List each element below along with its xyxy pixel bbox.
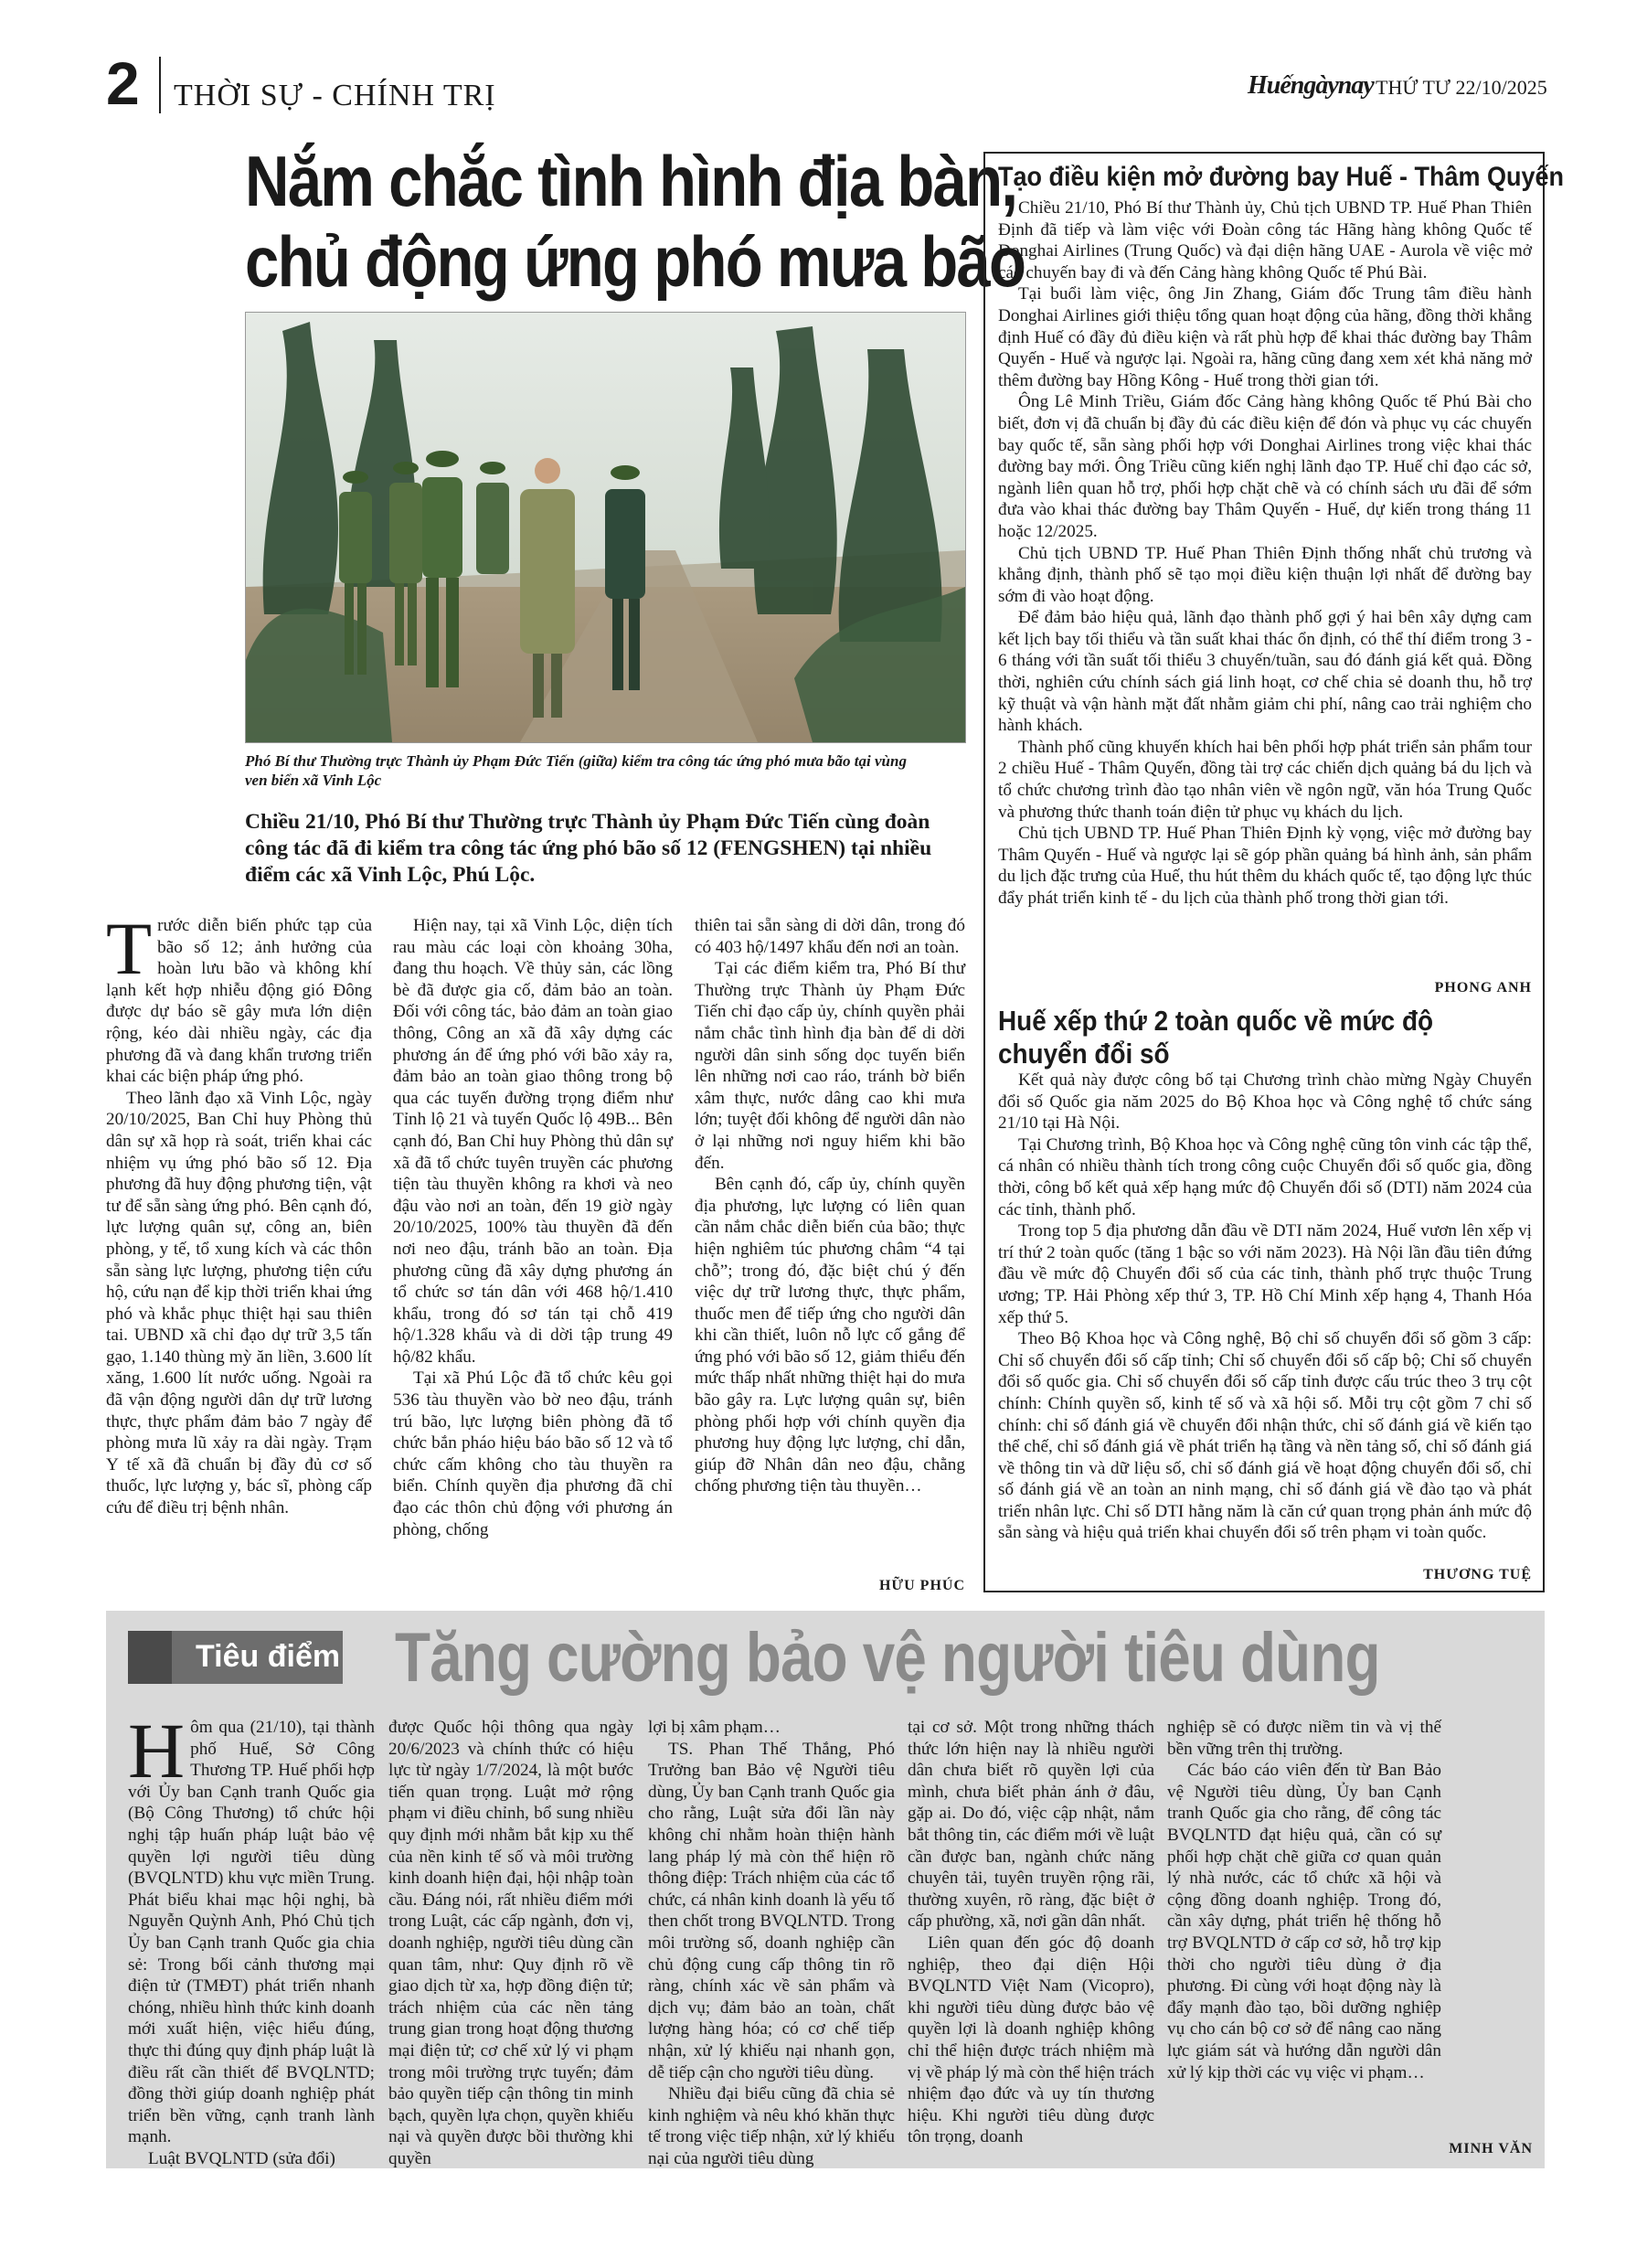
lead-photo — [245, 312, 966, 743]
bottom-column-5 — [1167, 1717, 1441, 2083]
lead-headline-line2: chủ động ứng phó mưa bão — [245, 221, 1025, 302]
bottom-paragraph: Hôm qua (21/10), tại thành phố Huế, Sở Công Thương TP. Huế phối hợp với Ủy ban Cạnh tranh Quốc gia (Bộ Công Thương) tổ chức hội nghị tập huấn pháp luật bảo vệ quyền lợi người tiêu dùng (BVQLNTD) khu vực miền Trung. Phát biểu khai mạc hội nghị, bà Nguyễn Quỳnh Anh, Phó Chủ tịch Ủy ban Cạnh tranh Quốc gia chia sẻ: Trong bối cảnh thương mại điện tử (TMĐT) phát triển nhanh chóng, nhiều hình thức kinh doanh mới xuất hiện, việc hiểu đúng, thực thi đúng quy định pháp luật là điều rất cần thiết để BVQLNTD; đồng thời giúp doanh nghiệp phát triển bền vững, cạnh tranh lành mạnh. — [128, 1707, 375, 2147]
lead-paragraph: Tại các điểm kiểm tra, Phó Bí thư Thường trực Thành ủy Phạm Đức Tiến chỉ đạo cấp ủy, chính quyền phải nắm chắc tình hình địa bàn để di dời người dân sinh sống dọc tuyến biển lên những nơi cao ráo, tránh bờ biển xâm thực, nước dâng cao khi mưa lớn; tuyệt đối không để người dân nào ở lại những nơi nguy hiểm khi bão đến. — [695, 959, 965, 1173]
page-number: 2 — [106, 49, 140, 117]
lead-paragraph: Trước diễn biến phức tạp của bão số 12; ảnh hưởng của hoàn lưu bão và không khí lạnh kết hợp nhiễu động gió Đông được dự báo sẽ gây mưa lớn diện rộng, kéo dài nhiều ngày, các địa phương đã và đang khẩn trương triển khai các biện pháp ứng phó. — [106, 907, 372, 1087]
side-story-1-paragraph: Ông Lê Minh Triều, Giám đốc Cảng hàng không Quốc tế Phú Bài cho biết, đơn vị đã chuẩn bị đầy đủ các điều kiện để đón và phục vụ các chuyến bay quốc tế, sẵn sàng phối hợp với Donghai Airlines trong việc khai thác đường bay mới. Ông Triều cũng kiến nghị lãnh đạo TP. Huế chỉ đạo các sở, ngành liên quan hỗ trợ, phối hợp chặt chẽ và có chính sách ưu đãi để sớm đưa vào khai thác đường bay Thâm Quyến - Huế, dự kiến trong tháng 11 hoặc 12/2025. — [998, 392, 1532, 541]
drop-cap: H — [128, 1707, 186, 1794]
kicker-label: Tiêu điểm — [196, 1639, 341, 1674]
bottom-paragraph: TS. Phan Thế Thắng, Phó Trưởng ban Bảo vệ Người tiêu dùng, Ủy ban Cạnh tranh Quốc gia cho rằng, Luật sửa đổi lần này không chỉ nhằm hoàn thiện hành lang pháp lý mà còn thể hiện rõ thông điệp: Trách nhiệm của các tổ chức, cá nhân kinh doanh là yếu tố then chốt trong BVQLNTD. Trong môi trường số, doanh nghiệp cần chủ động cung cấp thông tin rõ ràng, chính xác về sản phẩm và dịch vụ; đảm bảo an toàn, chất lượng hàng hóa; có cơ chế tiếp nhận, xử lý khiếu nại nhanh gọn, dễ tiếp cận cho người tiêu dùng. — [648, 1739, 895, 2082]
bottom-paragraph: Liên quan đến góc độ doanh nghiệp, theo đại diện Hội BVQLNTD Việt Nam (Vicopro), khi người tiêu dùng được bảo vệ quyền lợi là doanh nghiệp không chỉ thể hiện được trách nhiệm mà vị về pháp lý mà còn thể hiện trách nhiệm đạo đức và uy tín thương hiệu. Khi người tiêu dùng được tôn trọng, doanh — [908, 1933, 1154, 2147]
side-story-1-body — [998, 197, 1532, 910]
lead-paragraph: Bên cạnh đó, cấp ủy, chính quyền địa phương, lực lượng có liên quan cần nắm chắc diễn biến của bão; thực hiện nghiêm túc phương châm “4 tại chỗ”; trong đó, đặc biệt chú ý đến việc dự trữ lương thực, thực phẩm, thuốc men để tiếp ứng cho người dân khi cần thiết, luôn nỗ lực cố gắng để ứng phó với bão số 12, giảm thiểu đến mức thấp nhất những thiệt hại do mưa bão gây ra. Lực lượng quân sự, biên phòng phối hợp với chính quyền địa phương huy động lực lượng, chỉ dẫn, giúp đỡ Nhân dân neo đậu, chằng chống phương tiện tàu thuyền… — [695, 1175, 965, 1496]
issue-date: THỨ TƯ 22/10/2025 — [1376, 76, 1547, 99]
lead-column-2 — [393, 915, 673, 1540]
bottom-column-4 — [908, 1717, 1154, 2148]
lead-photo-illustration — [246, 313, 965, 742]
kicker-accent — [128, 1631, 172, 1684]
bottom-paragraph: Nhiều đại biểu cũng đã chia sẻ kinh nghiệm và nêu khó khăn thực tế trong việc tiếp nhận, xử lý khiếu nại của người tiêu dùng — [648, 2084, 895, 2168]
bottom-column-2 — [388, 1717, 633, 2169]
side-story-2-paragraph: Kết quả này được công bố tại Chương trình chào mừng Ngày Chuyển đổi số Quốc gia năm 2025 do Bộ Khoa học và Công nghệ tổ chức sáng 21/10 tại Hà Nội. — [998, 1070, 1532, 1134]
bottom-paragraph: Luật BVQLNTD (sửa đổi) — [148, 2148, 335, 2168]
lead-paragraph: Theo lãnh đạo xã Vinh Lộc, ngày 20/10/2025, Ban Chỉ huy Phòng thủ dân sự xã họp rà soát, triển khai các nhiệm vụ ứng phó bão số 12. Địa phương đã huy động phương tiện, vật tư để sẵn sàng ứng phó. Bên cạnh đó, lực lượng quân sự, công an, biên phòng, y tế, tổ xung kích và các thôn sẵn sàng lực lượng, phương tiện cứu hộ, cứu nạn để kịp thời triển khai ứng phó và khắc phục thiệt hại sau thiên tai. UBND xã chỉ đạo dự trữ 3,5 tấn gạo, 1.140 thùng mỳ ăn liền, 3.600 lít xăng, 1.600 lít nước uống. Ngoài ra đã vận động người dân dự trữ lương thực, thực phẩm đảm bảo 7 ngày để phòng mưa lũ xảy ra dài ngày. Trạm Y tế xã đã chuẩn bị đầy đủ cơ số thuốc, lực lượng y, bác sĩ, phòng cấp cứu để điều trị bệnh nhân. — [106, 1088, 372, 1518]
side-story-2-byline: THƯƠNG TUỆ — [1423, 1567, 1532, 1582]
lead-column-3 — [695, 915, 965, 1497]
side-story-1-paragraph: Chủ tịch UBND TP. Huế Phan Thiên Định kỳ vọng, việc mở đường bay Thâm Quyến - Huế và ngược lại sẽ góp phần quảng bá hình ảnh, sản phẩm du lịch đặc trưng của Huế, thu hút thêm du khách quốc tế, tạo động lực thúc đẩy phát triển kinh tế - du lịch của thành phố trong thời gian tới. — [998, 824, 1532, 908]
bottom-column-3 — [648, 1717, 895, 2169]
bottom-paragraph: được Quốc hội thông qua ngày 20/6/2023 và chính thức có hiệu lực từ ngày 1/7/2024, là một bước tiến quan trọng. Luật mở rộng phạm vi điều chỉnh, bổ sung nhiều quy định mới nhằm bắt kịp xu thế của nền kinh tế số và môi trường kinh doanh hiện đại, hội nhập toàn cầu. Đáng nói, rất nhiều điểm mới trong Luật, các cấp ngành, đơn vị, doanh nghiệp, người tiêu dùng cần quan tâm, như: Quy định rõ về giao dịch từ xa, hợp đồng điện tử; trách nhiệm của các nền tảng trung gian trong hoạt động thương mại điện tử; cơ chế xử lý vi phạm trong môi trường trực tuyến; đảm bảo quyền tiếp cận thông tin minh bạch, quyền lựa chọn, quyền khiếu nại và quyền được bồi thường khi quyền — [388, 1718, 633, 2168]
bottom-byline: MINH VĂN — [1449, 2141, 1533, 2156]
lead-headline-line1: Nắm chắc tình hình địa bàn, — [245, 141, 1017, 221]
lead-paragraph: thiên tai sẵn sàng di dời dân, trong đó có 403 hộ/1497 khẩu đến nơi an toàn. — [695, 916, 965, 957]
lead-column-1 — [106, 907, 372, 1519]
header-divider — [159, 57, 161, 113]
side-story-2-paragraph: Tại Chương trình, Bộ Khoa học và Công nghệ cũng tôn vinh các tập thể, cá nhân có nhiều thành tích trong công cuộc Chuyển đổi số quốc gia, đồng thời, công bố kết quả xếp hạng mức độ Chuyển đổi số (DTI) năm 2024 của các tỉnh, thành phố. — [998, 1134, 1532, 1219]
side-story-1-byline: PHONG ANH — [1434, 980, 1532, 996]
bottom-paragraph: tại cơ sở. Một trong những thách thức lớn hiện nay là nhiều người dân chưa biết rõ quyền lợi của mình, chưa biết phản ánh ở đâu, gặp ai. Do đó, việc cập nhật, nắm bắt thông tin, các điểm mới về luật cần được ban, ngành chức năng chuyên tải, tuyên truyền rộng rãi, thường xuyên, rõ ràng, đặc biệt ở cấp phường, xã, nơi gần dân nhất. — [908, 1718, 1154, 1932]
side-story-2-body — [998, 1070, 1532, 1544]
bottom-paragraph: nghiệp sẽ có được niềm tin và vị thế bền vững trên thị trường. — [1167, 1718, 1441, 1759]
section-title: THỜI SỰ - CHÍNH TRỊ — [174, 79, 496, 112]
side-story-1-headline: Tạo điều kiện mở đường bay Huế - Thâm Quyến — [998, 162, 1565, 192]
lead-sapo: Chiều 21/10, Phó Bí thư Thường trực Thành ủy Phạm Đức Tiến cùng đoàn công tác đã đi kiểm tra công tác ứng phó bão số 12 (FENGSHEN) tại nhiều điểm các xã Vinh Lộc, Phú Lộc. — [245, 810, 932, 887]
lead-paragraph: Hiện nay, tại xã Vinh Lộc, diện tích rau màu các loại còn khoảng 30ha, đang thu hoạch. Về thủy sản, các lồng bè đã được gia cố, đảm bảo an toàn. Đối với công tác, bảo đảm an toàn giao thông, Công an xã đã xây dựng các phương án để ứng phó với bão xảy ra, đảm bảo an toàn giao thông trong bộ qua các tuyến đường trọng điểm như Tỉnh lộ 21 và tuyến Quốc lộ 49B... Bên cạnh đó, Ban Chỉ huy Phòng thủ dân sự xã đã tổ chức tuyên truyền các phương tiện tàu thuyền không ra khơi và neo đậu vào nơi an toàn, đến 19 giờ ngày 20/10/2025, 100% tàu thuyền đã đến nơi neo đậu, tránh bão an toàn. Địa phương cũng đã xây dựng phương án tổ chức sơ tán dân với 468 hộ/1.410 khẩu, trong đó sơ tán tại chỗ 419 hộ/1.328 khẩu và di dời tập trung 49 hộ/82 khẩu. — [393, 916, 673, 1367]
side-story-2-headline-line1: Huế xếp thứ 2 toàn quốc về mức độ — [998, 1005, 1434, 1037]
bottom-paragraph: Các báo cáo viên đến từ Ban Bảo vệ Người tiêu dùng, Ủy ban Cạnh tranh Quốc gia cho rằng, để công tác BVQLNTD đạt hiệu quả, cần có sự phối hợp chặt chẽ giữa cơ quan quản lý nhà nước, các tổ chức xã hội và cộng đồng doanh nghiệp. Trong đó, cần xây dựng, phát triển hệ thống hỗ trợ BVQLNTD ở cấp cơ sở, hỗ trợ kịp thời cho người tiêu dùng ở địa phương. Đi cùng với hoạt động này là đẩy mạnh đào tạo, bồi dưỡng nghiệp vụ cho cán bộ cơ sở để nâng cao năng lực giám sát và hướng dẫn người dân xử lý kịp thời các vụ việc vi phạm… — [1167, 1761, 1441, 2082]
side-story-1-paragraph: Để đảm bảo hiệu quả, lãnh đạo thành phố gợi ý hai bên xây dựng cam kết lịch bay tối thiểu và tần suất khai thác ổn định, có thể thí điểm trong 3 - 6 tháng với tần suất tối thiểu 3 chuyến/tuần, sau đó đánh giá kết quả. Đồng thời, nghiên cứu chính sách giá linh hoạt, cơ chế chia sẻ doanh thu, hỗ trợ kỹ thuật và vận hành mặt đất nhằm giảm chi phí, nâng cao trải nghiệm cho hành khách. — [998, 608, 1532, 736]
side-story-2-headline-line2: chuyển đổi số — [998, 1038, 1170, 1070]
side-story-2-paragraph: Trong top 5 địa phương dẫn đầu về DTI năm 2024, Huế vươn lên xếp vị trí thứ 2 toàn quốc (tăng 1 bậc so với năm 2023). Hà Nội lần đầu tiên đứng đầu về mức độ Chuyển đổi số của các tỉnh, thành phố trực thuộc Trung ương; TP. Hải Phòng xếp thứ 3, TP. Hồ Chí Minh xếp hạng 4, Thanh Hóa xếp thứ 5. — [998, 1221, 1532, 1327]
drop-cap: T — [106, 907, 153, 990]
side-story-1-paragraph: Thành phố cũng khuyến khích hai bên phối hợp phát triển sản phẩm tour 2 chiều Huế - Thâm Quyến, đồng tài trợ các chiến dịch quảng bá du lịch và tổ chức chương trình đào tạo nhân viên về ngôn ngữ, văn hóa Trung Quốc và phương thức thanh toán điện tử phục vụ khách du lịch. — [998, 737, 1532, 822]
lead-byline: HỮU PHÚC — [878, 1578, 965, 1593]
side-story-1-paragraph: Tại buổi làm việc, ông Jin Zhang, Giám đốc Trung tâm điều hành Donghai Airlines giới thiệu tổng quan hoạt động của hãng, đồng thời khẳng định Huế có đầy đủ điều kiện và rất phù hợp để khai thác đường bay Thâm Quyến - Huế và ngược lại. Ngoài ra, hãng cũng đang xem xét khả năng mở thêm đường bay Hồng Kông - Huế trong thời gian tới. — [998, 284, 1532, 390]
masthead: Huếngàynay — [1248, 71, 1374, 100]
bottom-column-1 — [128, 1707, 375, 2169]
side-story-1-paragraph: Chiều 21/10, Phó Bí thư Thành ủy, Chủ tịch UBND TP. Huế Phan Thiên Định đã tiếp và làm việc với Đoàn công tác Hãng hàng không Quốc tế Donghai Airlines (Trung Quốc) và đại diện hãng UAE - Aurola về việc mở các chuyến bay đi và đến Cảng hàng không Quốc tế Phú Bài. — [998, 198, 1532, 282]
lead-paragraph: Tại xã Phú Lộc đã tổ chức kêu gọi 536 tàu thuyền vào bờ neo đậu, tránh trú bão, lực lượng biên phòng đã tổ chức bắn pháo hiệu báo bão số 12 và tổ chức cấm không cho tàu thuyền ra biển. Chính quyền địa phương đã chỉ đạo các thôn chủ động với phương án phòng, chống — [393, 1368, 673, 1539]
side-story-1-paragraph: Chủ tịch UBND TP. Huế Phan Thiên Định thống nhất chủ trương và khẳng định, thành phố sẽ tạo mọi điều kiện thuận lợi nhất để đường bay sớm đi vào hoạt động. — [998, 543, 1532, 606]
bottom-paragraph: lợi bị xâm phạm… — [648, 1718, 781, 1737]
photo-caption: Phó Bí thư Thường trực Thành ủy Phạm Đức Tiến (giữa) kiểm tra công tác ứng phó mưa bão tại vùng ven biển xã Vinh Lộc — [245, 752, 907, 789]
side-story-2-paragraph: Theo Bộ Khoa học và Công nghệ, Bộ chỉ số chuyển đổi số gồm 3 cấp: Chỉ số chuyển đổi số cấp tỉnh; Chỉ số chuyển đổi số cấp bộ; Chỉ số chuyển đổi số quốc gia. Chỉ số chuyển đổi số cấp tỉnh được cấu trúc theo 3 trụ cột chính: Chính quyền số, kinh tế số và xã hội số. Mỗi trụ cột gồm 7 chỉ số chính: chỉ số đánh giá về chuyển đổi nhận thức, chỉ số đánh giá về kiến tạo thể chế, chỉ số đánh giá về phát triển hạ tầng và nền tảng số, chỉ số đánh giá về thông tin và dữ liệu số, chỉ số đánh giá về hoạt động chuyển đổi số, chỉ số đánh giá về an toàn an ninh mạng, chỉ số đánh giá về đào tạo và phát triển nhân lực. Chỉ số DTI hằng năm là căn cứ quan trọng phản ánh mức độ sẵn sàng và hiệu quả triển khai chuyển đổi số trên phạm vi toàn quốc. — [998, 1329, 1532, 1543]
bottom-headline: Tăng cường bảo vệ người tiêu dùng — [395, 1619, 1380, 1697]
